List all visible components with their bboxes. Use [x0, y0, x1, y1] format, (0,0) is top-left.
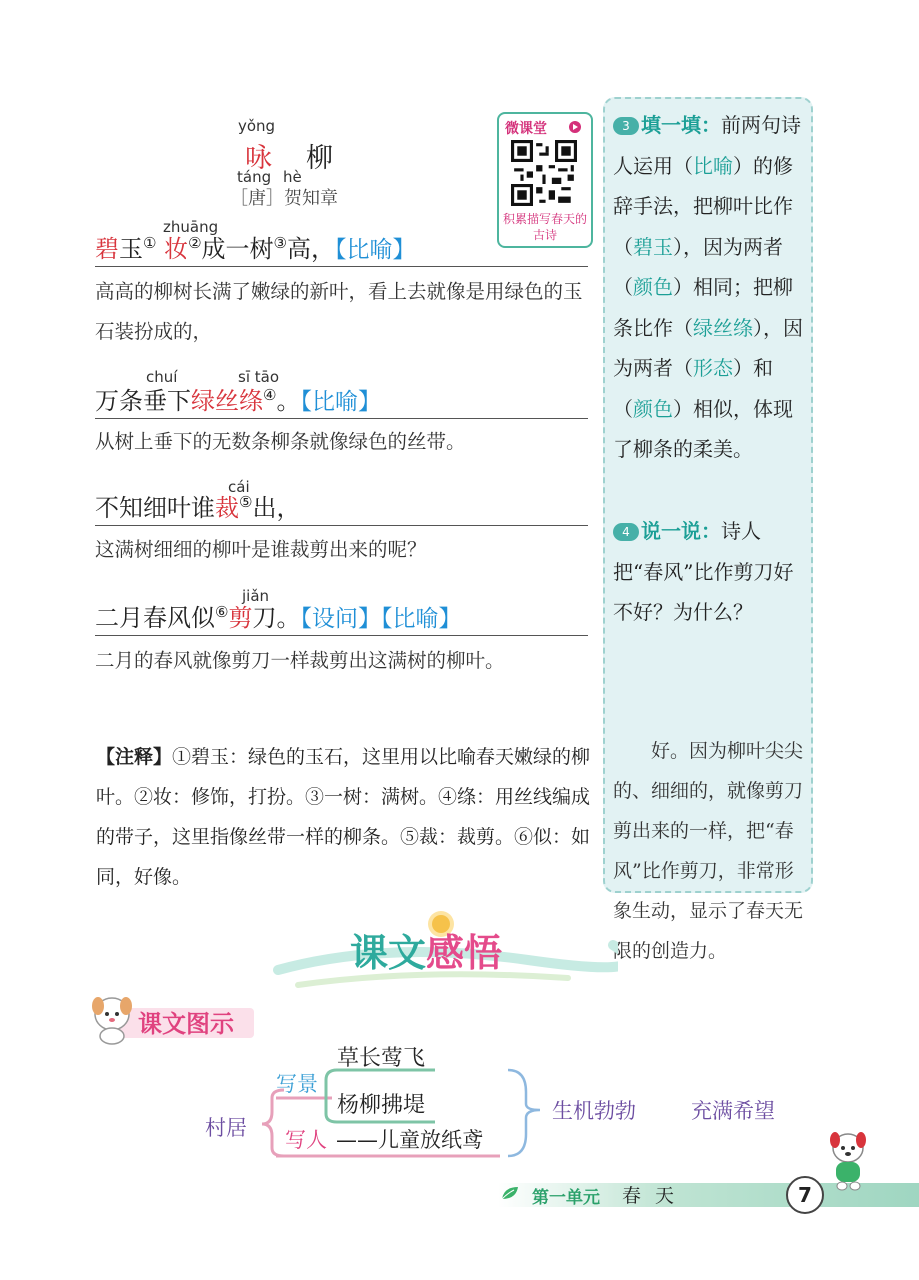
notes: [96, 737, 596, 897]
question-4: [613, 511, 807, 633]
verse-4-pinyin: jiǎn: [242, 587, 270, 605]
verse-line-1: [95, 226, 588, 267]
verse-2-paraphrase: 从树上垂下的无数条柳条就像绿色的丝带。: [95, 430, 466, 453]
verse-2-run-1: 万条垂下: [95, 387, 191, 415]
verse-3-run-1: 不知细叶谁: [95, 494, 215, 522]
diagram-scene: 写景: [276, 1072, 318, 1096]
poem-author: ［唐］贺知章: [230, 188, 338, 209]
verse-text-1: [95, 229, 416, 264]
section-title-part-2: 感悟: [426, 931, 503, 975]
verse-2-run-4: 。: [276, 387, 301, 415]
verse-2-pinyin-a: chuí: [146, 368, 178, 386]
answer-fill: 比喻: [693, 153, 733, 178]
verse-4-run-4: 刀。: [252, 604, 301, 632]
verse-2-run-2: 绿丝绦: [191, 387, 263, 415]
verse-4-run-3: 剪: [228, 604, 253, 632]
mascot-icon: [88, 990, 138, 1045]
sub-heading: 课文图示: [138, 1010, 234, 1038]
diagram-people: 写人: [285, 1128, 327, 1152]
verse-1-run-5: ②: [188, 234, 202, 252]
question-4-answer: 好。因为柳叶尖尖的、细细的，就像剪刀剪出来的一样，把“春风”比作剪刀，非常形象生动，显示了春天无限的创造力。: [613, 740, 804, 962]
verse-3-paraphrase: 这满树细细的柳叶是谁裁剪出来的呢？: [95, 538, 427, 561]
question-text: ）相似，体现了柳条的柔美。: [613, 396, 793, 461]
verse-1-run-1: 碧: [95, 235, 119, 263]
verse-2-pinyin-b: sī tāo: [238, 368, 280, 386]
question-text: ），因为两者（: [613, 234, 783, 299]
diagram-scene-item-1: 草长莺飞: [337, 1046, 426, 1071]
verse-3-pinyin: cái: [228, 478, 250, 496]
verse-line-4: [95, 595, 588, 636]
verse-2-run-5: 【比喻】: [300, 389, 381, 415]
answer-fill: 颜色: [633, 396, 673, 421]
question-text: ）的修辞手法，把柳叶比作（: [613, 153, 793, 259]
question-3-body: [613, 113, 803, 461]
mascot-dog-icon: [822, 1126, 874, 1192]
question-text: ）相同；把柳条比作（: [613, 275, 793, 340]
verse-1-run-7: ③: [273, 234, 287, 252]
diagram-result-2: 充满希望: [691, 1099, 775, 1123]
play-icon: [569, 121, 581, 133]
author-pinyin-1: táng: [237, 168, 272, 186]
page-number: 7: [786, 1176, 824, 1214]
notes-body: ①碧玉：绿色的玉石，这里用以比喻春天嫩绿的柳叶。②妆：修饰，打扮。③一树：满树。④绦：用丝线编成的带子，这里指像丝带一样的柳条。⑤裁：裁剪。⑥似：如同，好像。: [96, 746, 591, 888]
question-3-badge: 3: [613, 117, 639, 135]
verse-text-4: [95, 598, 461, 633]
question-4-badge: 4: [613, 523, 639, 541]
verse-4-run-5: 【设问】【比喻】: [300, 606, 462, 632]
answer-fill: 颜色: [633, 275, 673, 299]
verse-3-run-2: 裁: [215, 494, 239, 522]
verse-1-run-4: 妆: [156, 235, 189, 263]
author-pinyin-2: hè: [283, 168, 302, 186]
section-title: [350, 922, 502, 977]
section-title-part-1: 课文: [350, 931, 427, 975]
leaf-icon: [500, 1185, 520, 1201]
poem-title-char-1: 咏: [245, 143, 272, 174]
question-3-label: 填一填：: [641, 113, 721, 137]
qr-code-icon[interactable]: [511, 140, 577, 206]
verse-4-run-2: ⑥: [215, 603, 229, 621]
title-pinyin: yǒng: [238, 117, 276, 135]
answer-fill: 形态: [693, 356, 733, 380]
question-3: [613, 105, 807, 470]
qr-label: 微课堂: [505, 121, 547, 137]
verse-1-run-9: 【比喻】: [335, 237, 416, 263]
verse-line-3: [95, 485, 588, 526]
verse-4-run-1: 二月春风似: [95, 604, 215, 632]
notes-heading: 【注释】: [96, 746, 173, 768]
question-text: 前两句诗人运用（: [613, 113, 801, 178]
verse-1-run-3: ①: [143, 234, 157, 252]
answer-fill: 绿丝绦: [693, 315, 753, 340]
verse-1-run-2: 玉: [119, 235, 143, 263]
verse-4-paraphrase: 二月的春风就像剪刀一样裁剪出这满树的柳叶。: [95, 649, 505, 672]
question-text: ），因为两者（: [613, 315, 803, 380]
diagram-result-1: 生机勃勃: [552, 1099, 636, 1123]
question-4-label: 说一说：: [641, 519, 721, 543]
verse-3-run-4: 出，: [252, 494, 301, 522]
diagram-scene-item-2: 杨柳拂堤: [337, 1093, 426, 1118]
footer-unit: 第一单元: [532, 1188, 600, 1208]
verse-2-run-3: ④: [263, 386, 277, 404]
answer-fill: 碧玉: [633, 234, 673, 259]
question-4-text: 诗人把“春风”比作剪刀好不好？为什么？: [613, 519, 794, 624]
poem-title-char-2: 柳: [306, 143, 333, 174]
exercise-panel: [603, 97, 813, 962]
diagram-people-item: ——儿童放纸鸢: [336, 1128, 483, 1152]
verse-text-3: [95, 488, 300, 523]
verse-line-2: [95, 378, 588, 419]
diagram-root: 村居: [205, 1116, 247, 1140]
verse-text-2: [95, 381, 381, 416]
verse-3-run-3: ⑤: [239, 493, 253, 511]
footer-topic: 春天: [622, 1185, 689, 1207]
verse-1-run-6: 成一树: [201, 235, 274, 263]
verse-1-paraphrase: 高高的柳树长满了嫩绿的新叶，看上去就像是用绿色的玉石装扮成的，: [95, 280, 583, 343]
question-text: ）和（: [613, 356, 773, 421]
verse-1-pinyin: zhuāng: [163, 218, 219, 236]
verse-1-run-8: 高，: [287, 235, 335, 263]
qr-caption: 积累描写春天的古诗: [503, 212, 588, 242]
